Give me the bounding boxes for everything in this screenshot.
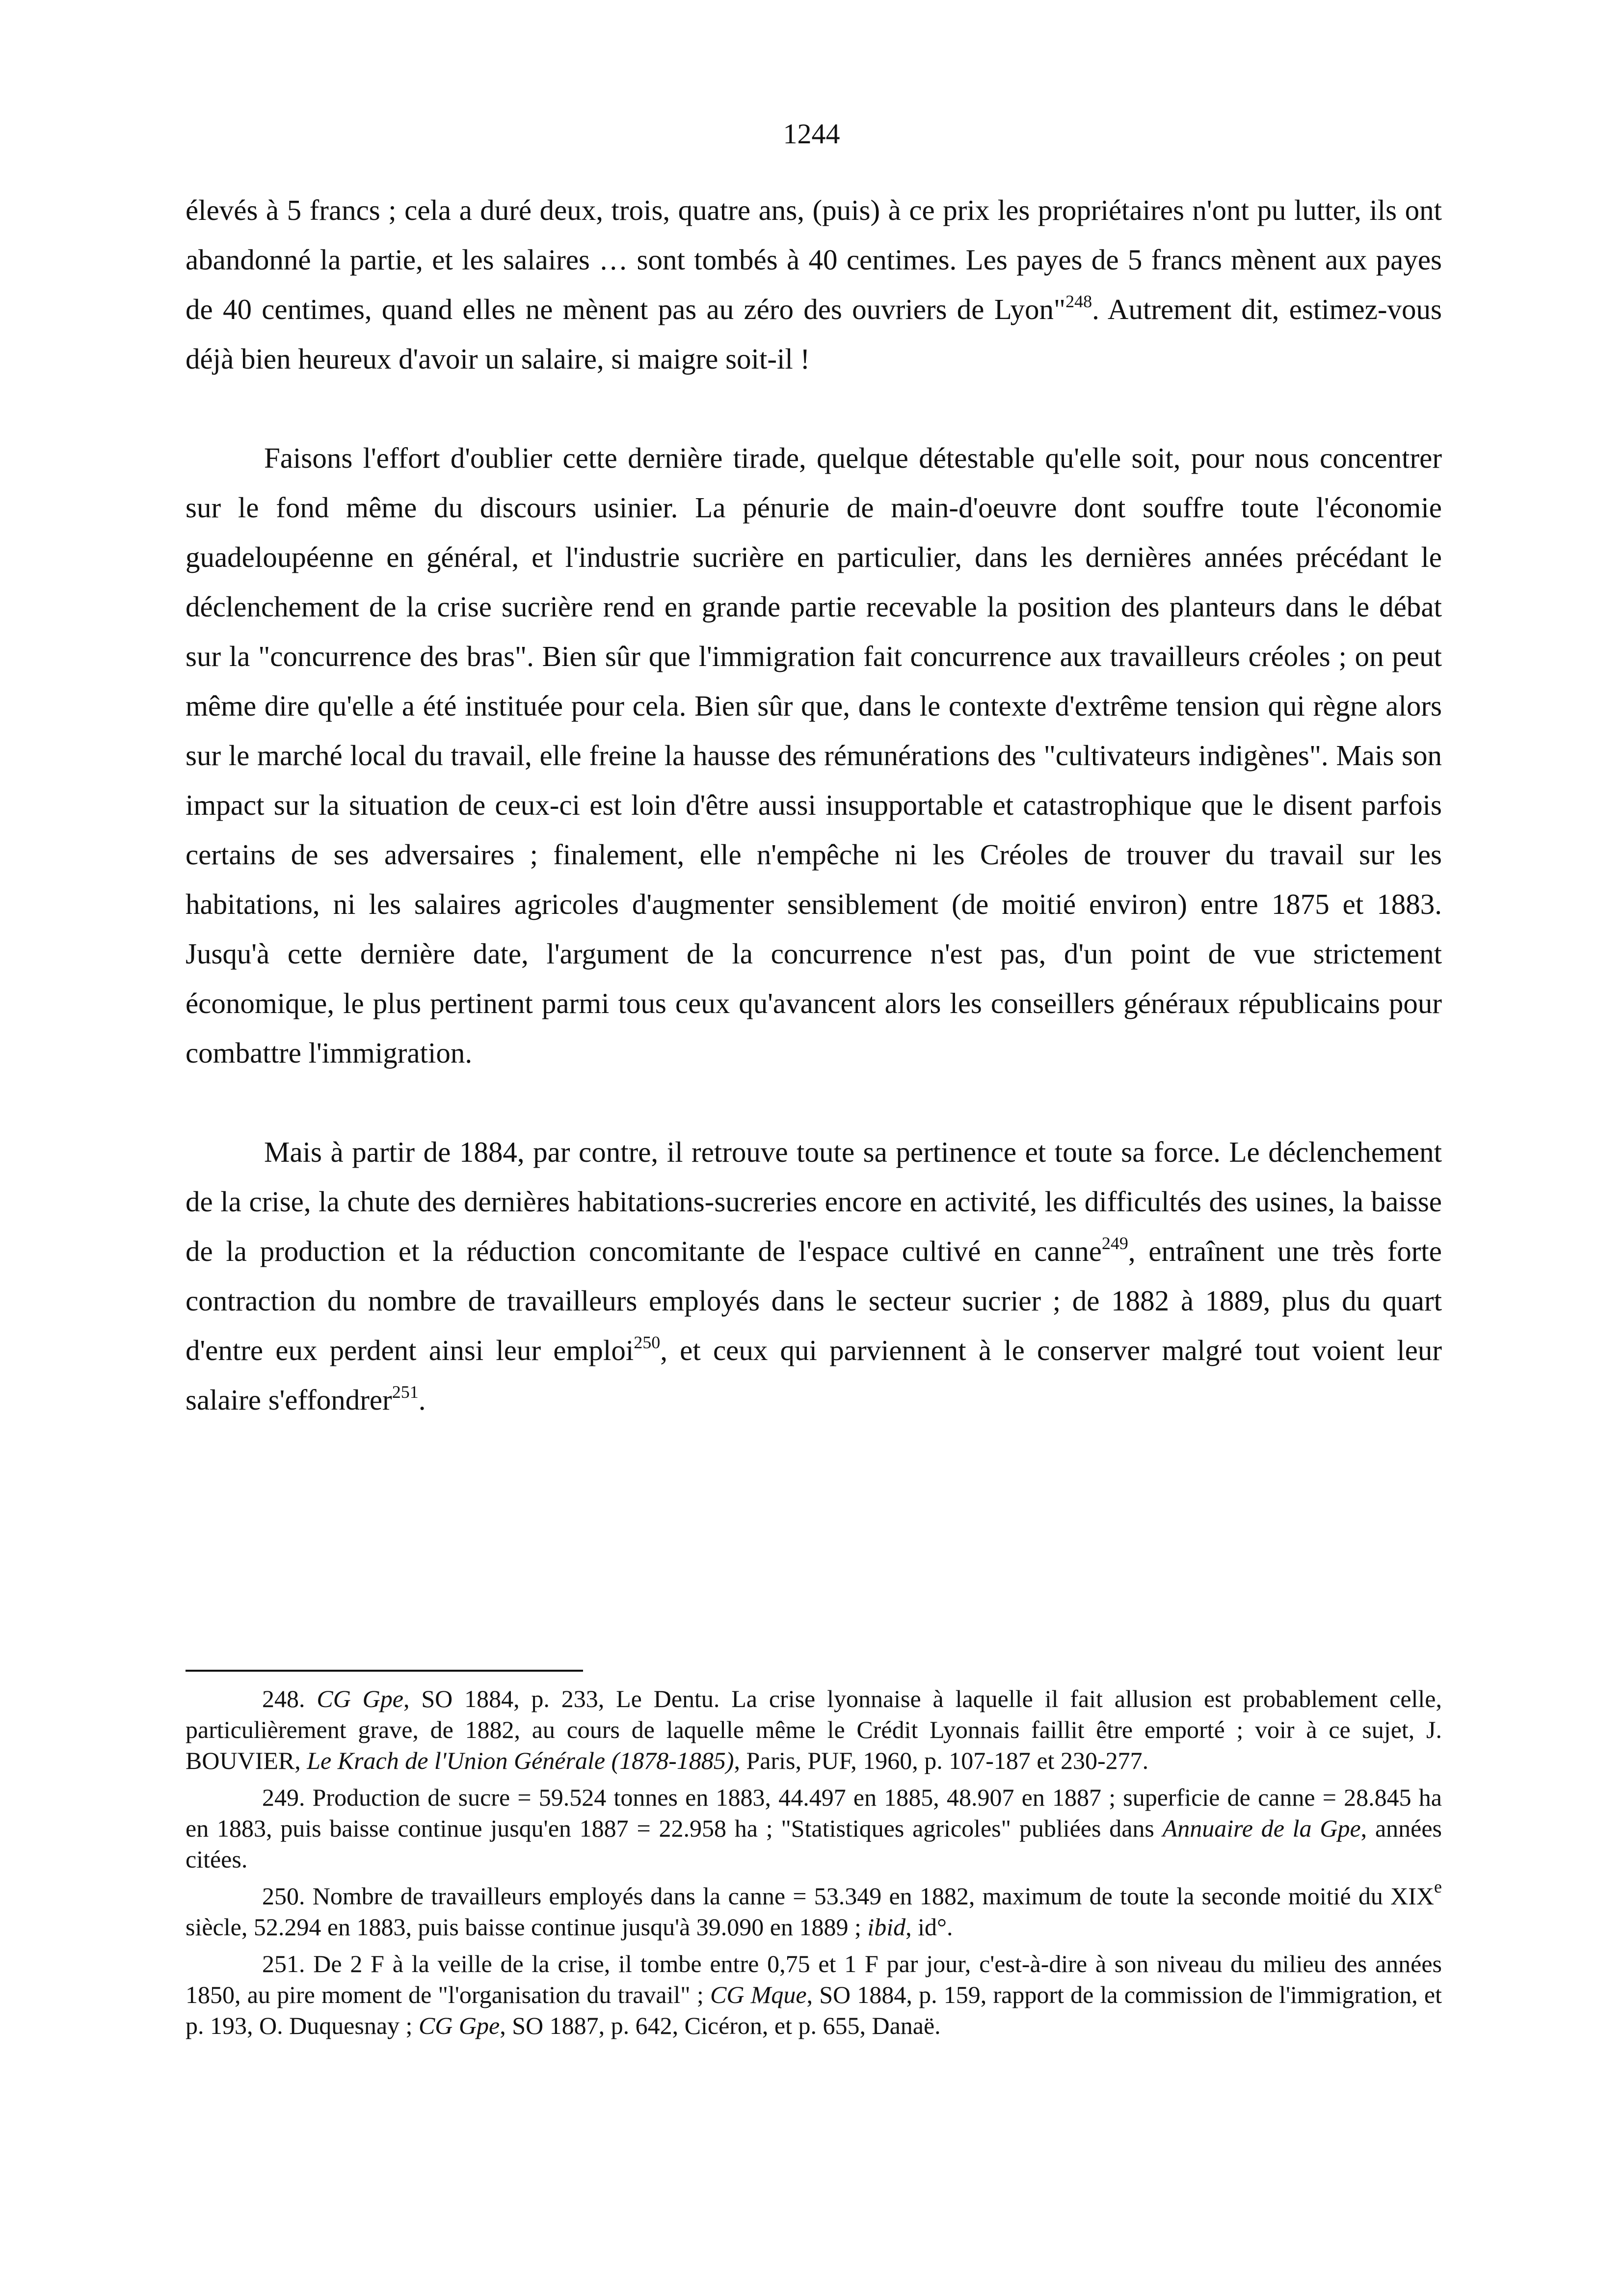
text-run: 251. De 2 F à la veille de la crise, il tombe entre 0,75 et 1 F par jour, c'est-à-dire à son niveau du milieu des années 1850, au pire moment de "l'organisation du travail" ; (186, 1950, 1442, 2008)
text-run: 250. Nombre de travailleurs employés dans la canne = 53.349 en 1882, maximum de toute la seconde moitié du XIX (262, 1882, 1435, 1910)
footnote-249 (186, 1782, 1442, 1875)
page-number: 1244 (783, 118, 840, 150)
text-run: , SO 1887, p. 642, Cicéron, et p. 655, Danaë. (500, 2012, 941, 2039)
paragraph-2 (186, 433, 1442, 1078)
text-run: , SO 1884, p. 159, rapport de la commission de l'immigration, et p. 193, O. Duquesnay ; (186, 1981, 1442, 2039)
footnote-separator (186, 1670, 583, 1672)
text-run: . (418, 1384, 426, 1416)
footnote-ref-249[interactable]: 249 (1101, 1233, 1128, 1253)
text-run: , SO 1884, p. 233, Le Dentu. La crise lyonnaise à laquelle il fait allusion est probablement celle, particulièrement grave, de 1882, au cours de laquelle même le Crédit Lyonnais faillit être emporté ; voir à ce sujet, J. BOUVIER, (186, 1685, 1442, 1774)
italic-run: ibid (867, 1913, 906, 1941)
text-run: . Autrement dit, estimez-vous déjà bien heureux d'avoir un salaire, si maigre soit-il ! (186, 293, 1442, 375)
text-run: , Paris, PUF, 1960, p. 107-187 et 230-277. (734, 1747, 1149, 1774)
text-run: 249. Production de sucre = 59.524 tonnes en 1883, 44.497 en 1885, 48.907 en 1887 ; superficie de canne = 28.845 ha en 1883, puis baisse continue jusqu'en 1887 = 22.958 ha ; "Statistiques agricoles" publiées dans (186, 1784, 1442, 1842)
text-run: élevés à 5 francs ; cela a duré deux, trois, quatre ans, (puis) à ce prix les propriétaires n'ont pu lutter, ils ont abandonné la partie, et les salaires … sont tombés à 40 centimes. Les payes de 5 francs mènent aux payes de 40 centimes, quand elles ne mènent pas au zéro des ouvriers de Lyon" (186, 194, 1442, 325)
text-run: , entraînent une très forte contraction du nombre de travailleurs employés dans le secteur sucrier ; de 1882 à 1889, plus du quart d'entre eux perdent ainsi leur emploi (186, 1235, 1442, 1366)
italic-run: CG Mque (710, 1981, 807, 2008)
body-text (186, 186, 1442, 1425)
footnotes (186, 1683, 1442, 2047)
footnote-ref-250[interactable]: 250 (634, 1333, 661, 1352)
footnote-250 (186, 1877, 1442, 1943)
text-run: 248. (262, 1685, 317, 1712)
footnote-248 (186, 1683, 1442, 1776)
footnote-ref-251[interactable]: 251 (392, 1382, 419, 1402)
paragraph-3 (186, 1127, 1442, 1425)
paragraph-1 (186, 186, 1442, 384)
text-run: , id°. (905, 1913, 953, 1941)
text-run: , années citées. (186, 1815, 1442, 1873)
text-run: Faisons l'effort d'oublier cette dernière tirade, quelque détestable qu'elle soit, pour nous concentrer sur le fond même du discours usinier. La pénurie de main-d'oeuvre dont souffre toute l'économie guadeloupéenne en général, et l'industrie sucrière en particulier, dans les dernières années précédant le déclenchement de la crise sucrière rend en grande partie recevable la position des planteurs dans le débat sur la "concurrence des bras". Bien sûr que l'immigration fait concurrence aux travailleurs créoles ; on peut même dire qu'elle a été instituée pour cela. Bien sûr que, dans le contexte d'extrême tension qui règne alors sur le marché local du travail, elle freine la hausse des rémunérations des "cultivateurs indigènes". Mais son impact sur la situation de ceux-ci est loin d'être aussi insupportable et catastrophique que le disent parfois certains de ses adversaires ; finalement, elle n'empêche ni les Créoles de trouver du travail sur les habitations, ni les salaires agricoles d'augmenter sensiblement (de moitié environ) entre 1875 et 1883. Jusqu'à cette dernière date, l'argument de la concurrence n'est pas, d'un point de vue strictement économique, le plus pertinent parmi tous ceux qu'avancent alors les conseillers généraux républicains pour combattre l'immigration. (186, 442, 1442, 1069)
text-run: , et ceux qui parviennent à le conserver malgré tout voient leur salaire s'effondrer (186, 1334, 1442, 1416)
text-run: Mais à partir de 1884, par contre, il retrouve toute sa pertinence et toute sa force. Le déclenchement de la crise, la chute des dernières habitations-sucreries encore en activité, les difficultés des usines, la baisse de la production et la réduction concomitante de l'espace cultivé en canne (186, 1136, 1442, 1267)
italic-run: Annuaire de la Gpe (1162, 1815, 1361, 1842)
superscript: e (1434, 1877, 1442, 1896)
footnote-251 (186, 1949, 1442, 2041)
italic-run: Le Krach de l'Union Générale (1878-1885) (307, 1747, 734, 1774)
footnote-ref-248[interactable]: 248 (1065, 292, 1092, 311)
italic-run: CG Gpe (418, 2012, 500, 2039)
text-run: siècle, 52.294 en 1883, puis baisse continue jusqu'à 39.090 en 1889 ; (186, 1913, 868, 1941)
italic-run: CG Gpe (317, 1685, 403, 1712)
